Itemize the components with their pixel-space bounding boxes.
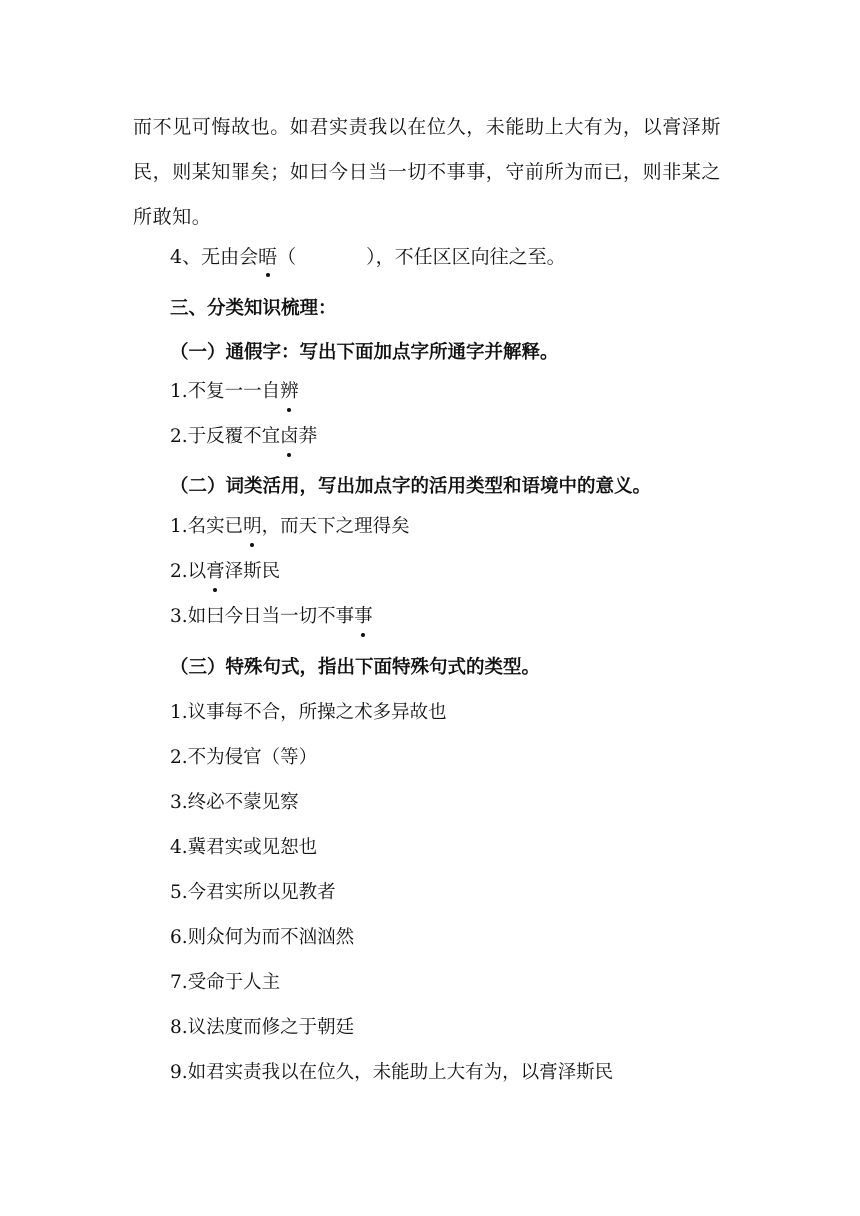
dotted-char: 晤: [258, 246, 278, 268]
dotted-char: 明: [243, 514, 262, 540]
part-2-title: （二）词类活用，写出加点字的活用类型和语境中的意义。: [170, 476, 652, 497]
item-text: ，而天下之理得矣: [261, 516, 410, 537]
item-text: 1.名实已: [170, 516, 244, 537]
part-3-item-7: 7.受命于人主: [170, 972, 281, 993]
question-4-prefix: 4、无由会: [170, 246, 259, 268]
part-3-item-3: 3.终必不蒙见察: [170, 792, 299, 813]
part-3-item-8: 8.议法度而修之于朝廷: [170, 1017, 355, 1038]
passage-line-2: 民，则某知罪矣；如曰今日当一切不事事，守前所为而已，则非某之: [133, 161, 722, 183]
part-1-item-2: [170, 424, 317, 450]
question-4-suffix: ），不任区区向往之至。: [366, 246, 566, 268]
part-3-title: （三）特殊句式，指出下面特殊句式的类型。: [170, 657, 541, 678]
passage-line-3: 所敢知。: [133, 206, 212, 228]
dotted-char: 事: [354, 604, 373, 630]
question-4: [170, 244, 566, 270]
part-3-item-6: 6.则众何为而不汹汹然: [170, 927, 355, 948]
passage-line-1: 而不见可悔故也。如君实责我以在位久，未能助上大有为，以膏泽斯: [133, 116, 722, 138]
item-text: 3.如曰今日当一切不事: [170, 606, 355, 627]
part-2-item-2: [170, 559, 280, 585]
part-3-item-5: 5.今君实所以见教者: [170, 882, 336, 903]
part-1-item-1: [170, 379, 299, 405]
item-text: 泽斯民: [224, 561, 281, 582]
dotted-char: 膏: [206, 559, 225, 585]
item-text: 2.以: [170, 561, 207, 582]
dotted-char: 卤: [280, 424, 299, 450]
part-1-title: （一）通假字：写出下面加点字所通字并解释。: [170, 342, 559, 363]
item-text: 莽: [298, 426, 318, 447]
part-2-item-3: [170, 604, 373, 630]
bracket-open: （: [277, 246, 297, 268]
item-text: 2.于反覆不宜: [170, 426, 281, 447]
part-2-item-1: [170, 514, 410, 540]
item-text: 1.不复一一自: [170, 381, 281, 402]
part-3-item-4: 4.冀君实或见恕也: [170, 837, 318, 858]
part-3-item-1: 1.议事每不合，所操之术多异故也: [170, 702, 447, 723]
part-3-item-9: 9.如君实责我以在位久，未能助上大有为，以膏泽斯民: [170, 1062, 614, 1083]
part-3-item-2: 2.不为侵官（等）: [170, 747, 318, 768]
dotted-char: 辨: [280, 379, 299, 405]
section-3-title: 三、分类知识梳理：: [170, 298, 337, 319]
